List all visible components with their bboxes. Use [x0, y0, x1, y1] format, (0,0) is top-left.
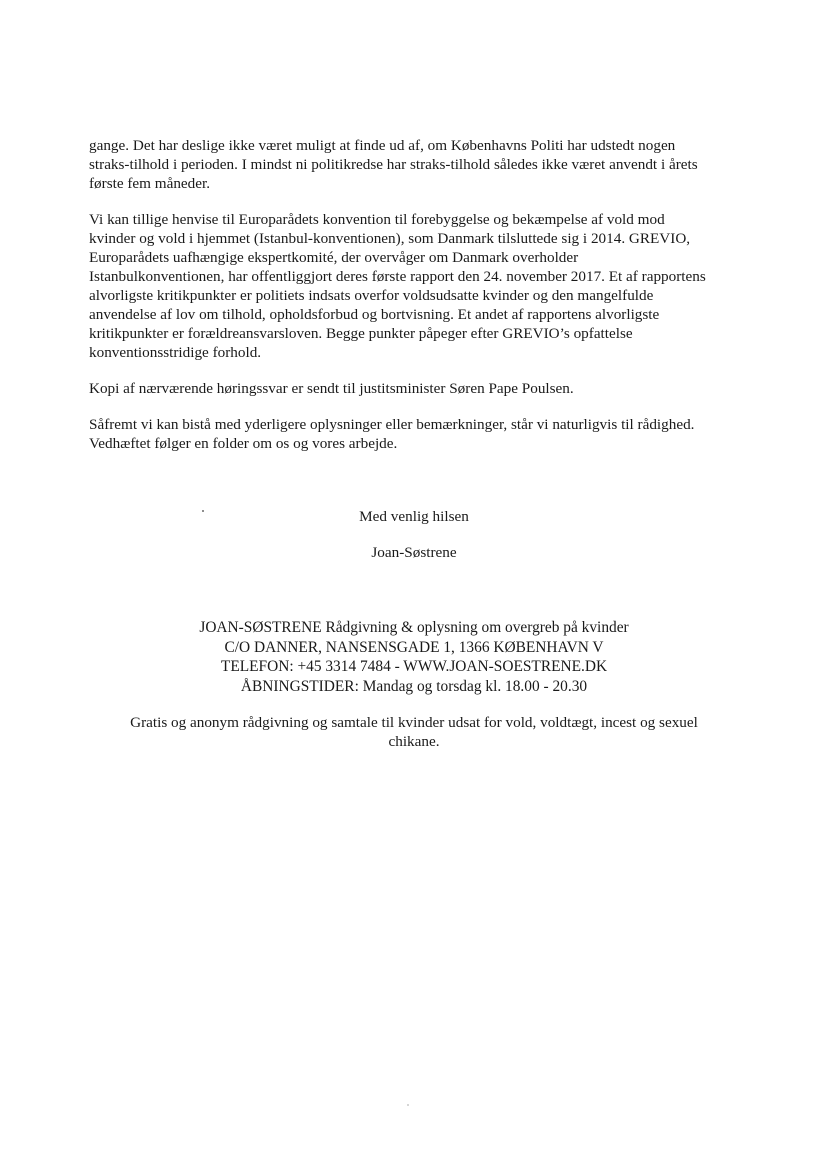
scan-speck — [407, 1104, 409, 1106]
text-line: Istanbulkonventionen, har offentliggjort deres første rapport den 24. november 2017. Et af rapportens — [89, 268, 706, 285]
text-line: Kopi af nærværende høringssvar er sendt til justitsminister Søren Pape Poulsen. — [89, 380, 574, 397]
text-line: gange. Det har deslige ikke været muligt at finde ud af, om Københavns Politi har udstedt nogen — [89, 137, 676, 154]
text-line: Europarådets uafhængige ekspertkomité, der overvåger om Danmark overholder — [89, 249, 579, 266]
paragraph-copy-notice — [89, 379, 737, 398]
paragraph-offer-help — [89, 415, 737, 453]
text-line: Vi kan tillige henvise til Europarådets konvention til forebyggelse og bekæmpelse af vold mod — [89, 211, 665, 228]
text-line: kritikpunkter er forældreansvarsloven. Begge punkter påpeger efter GREVIO’s opfattelse — [89, 325, 633, 342]
footer-contact-line: TELEFON: +45 3314 7484 - WWW.JOAN-SOESTRENE.DK — [220, 658, 608, 675]
text-line: anvendelse af lov om tilhold, opholdsforbud og bortvisning. Et andet af rapportens alvorligste — [89, 306, 660, 323]
text-line: første fem måneder. — [89, 175, 211, 192]
service-tagline — [0, 713, 828, 751]
tagline-line: Gratis og anonym rådgivning og samtale til kvinder udsat for vold, voldtægt, incest og sexuel — [130, 714, 698, 731]
footer-org-line: JOAN-SØSTRENE Rådgivning & oplysning om overgreb på kvinder — [199, 619, 629, 636]
text-line: kvinder og vold i hjemmet (Istanbul-konventionen), som Danmark tilsluttede sig i 2014. GREVIO, — [89, 230, 691, 247]
signature-name: Joan-Søstrene — [371, 544, 457, 561]
paragraph-istanbul-convention — [89, 210, 737, 362]
tagline-line: chikane. — [388, 733, 440, 750]
organization-footer — [0, 618, 828, 696]
text-line: konventionsstridige forhold. — [89, 344, 262, 361]
text-line: Vedhæftet følger en folder om os og vores arbejde. — [89, 435, 398, 452]
paragraph-straks-tilhold — [89, 136, 737, 193]
footer-address-line: C/O DANNER, NANSENSGADE 1, 1366 KØBENHAVN V — [224, 638, 604, 656]
text-line: straks-tilhold i perioden. I mindst ni politikredse har straks-tilhold således ikke været anvendt i årets — [89, 156, 698, 173]
text-line: Såfremt vi kan bistå med yderligere oplysninger eller bemærkninger, står vi naturligvis til rådighed. — [89, 416, 695, 433]
closing-salutation: Med venlig hilsen — [359, 508, 469, 525]
scan-speck — [202, 510, 204, 512]
text-line: alvorligste kritikpunkter er politiets indsats overfor voldsudsatte kvinder og den mangelfulde — [89, 287, 654, 304]
footer-hours-line: ÅBNINGSTIDER: Mandag og torsdag kl. 18.00 - 20.30 — [240, 677, 588, 695]
